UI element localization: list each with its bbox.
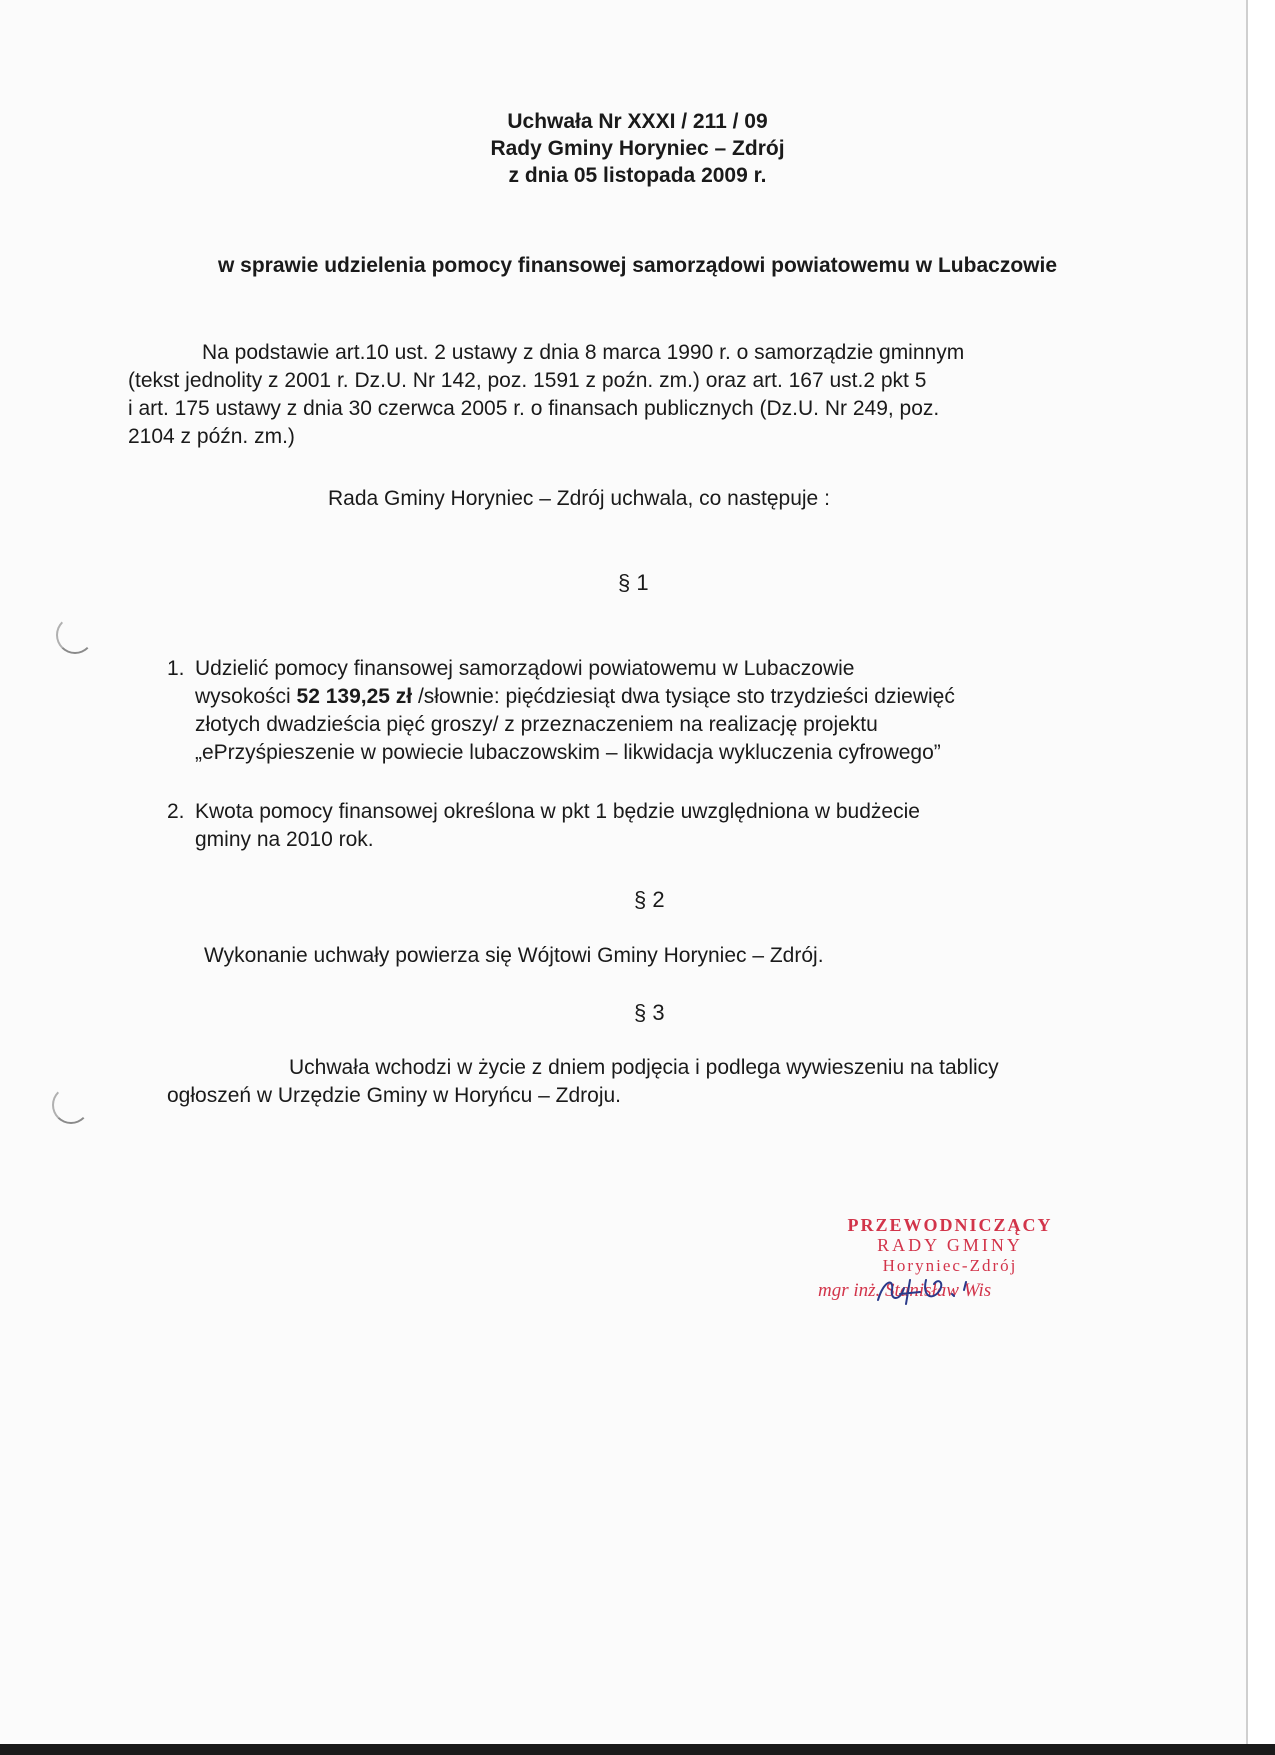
legal-basis-line: (tekst jednolity z 2001 r. Dz.U. Nr 142, poz. 1591 z poźn. zm.) oraz art. 167 ust.2 pkt 5 [128, 369, 927, 392]
section-3-line: Uchwała wchodzi w życie z dniem podjęcia i podlega wywieszeniu na tablicy [289, 1056, 999, 1079]
item-number: 1. [167, 657, 185, 680]
section-2-text: Wykonanie uchwały powierza się Wójtowi Gminy Horyniec – Zdrój. [204, 944, 824, 967]
handwritten-signature [870, 1260, 990, 1310]
resolves-statement: Rada Gminy Horyniec – Zdrój uchwala, co następuje : [328, 487, 830, 510]
item-line [195, 683, 955, 711]
aid-amount: 52 139,25 zł [296, 685, 413, 708]
section-1-item-2 [167, 798, 920, 854]
item-line: złotych dwadzieścia pięć groszy/ z przeznaczeniem na realizację projektu [195, 713, 878, 736]
scan-margin-bottom [0, 1744, 1275, 1755]
punch-hole-mark [56, 616, 94, 654]
resolution-header [0, 108, 1275, 189]
punch-hole-mark [52, 1086, 90, 1124]
resolution-number: Uchwała Nr XXXI / 211 / 09 [507, 110, 768, 133]
item-line: Udzielić pomocy finansowej samorządowi powiatowemu w Lubaczowie [195, 657, 855, 680]
legal-basis-line: i art. 175 ustawy z dnia 30 czerwca 2005 r. o finansach publicznych (Dz.U. Nr 249, poz. [128, 397, 940, 420]
item-line: Kwota pomocy finansowej określona w pkt 1 będzie uwzględniona w budżecie [195, 800, 920, 823]
stamp-council: RADY GMINY [877, 1235, 1023, 1255]
section-2-mark: § 2 [634, 887, 665, 912]
section-1-mark: § 1 [618, 570, 649, 595]
section-3-mark: § 3 [634, 1000, 665, 1025]
item-line: „ePrzyśpieszenie w powiecie lubaczowskim – likwidacja wykluczenia cyfrowego” [195, 741, 941, 764]
legal-basis-line: Na podstawie art.10 ust. 2 ustawy z dnia 8 marca 1990 r. o samorządzie gminnym [202, 341, 965, 364]
resolution-date: z dnia 05 listopada 2009 r. [508, 164, 767, 187]
stamp-municipality: Horyniec-Zdrój [882, 1256, 1018, 1275]
council-name: Rady Gminy Horyniec – Zdrój [490, 137, 785, 160]
stamp-chairman-name: mgr inż. Stanisław Wis [818, 1280, 992, 1301]
section-3-text [167, 1054, 999, 1110]
item-line: gminy na 2010 rok. [195, 828, 374, 851]
item-line-suffix: /słownie: pięćdziesiąt dwa tysiące sto trzydzieści dziewięć [412, 685, 955, 708]
stamp-title: PRZEWODNICZĄCY [847, 1215, 1053, 1235]
section-3-line: ogłoszeń w Urzędzie Gminy w Horyńcu – Zdroju. [167, 1084, 622, 1107]
legal-basis [128, 339, 964, 451]
item-number: 2. [167, 800, 185, 823]
item-line-prefix: wysokości [195, 685, 297, 708]
resolution-subject: w sprawie udzielenia pomocy finansowej samorządowi powiatowemu w Lubaczowie [218, 254, 1057, 277]
section-1-item-1 [167, 655, 955, 767]
legal-basis-line: 2104 z późn. zm.) [128, 425, 295, 448]
